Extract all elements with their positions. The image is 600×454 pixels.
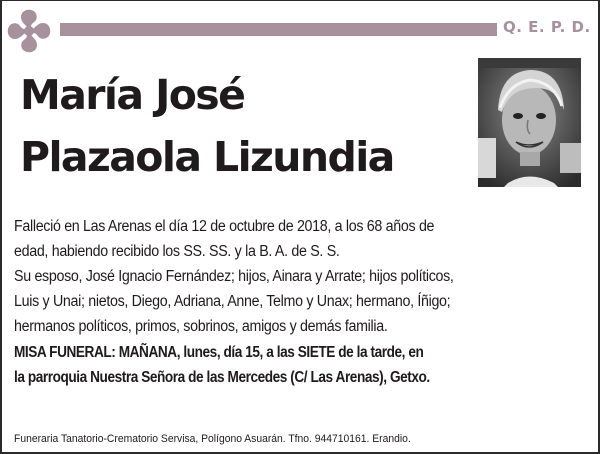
text-line: Falleció en Las Arenas el día 12 de octubre de 2018, a los 68 años de xyxy=(14,218,435,235)
text-line: edad, habiendo recibido los SS. SS. y la B. A. de S. S. xyxy=(14,243,340,260)
family-paragraph xyxy=(14,264,454,339)
header-bar xyxy=(60,23,497,36)
funeral-home-footer: Funeraria Tanatorio-Crematorio Servisa, Polígono Asuarán. Tfno. 944710161. Erandio. xyxy=(14,433,411,445)
text-line: la parroquia Nuestra Señora de las Mercedes (C/ Las Arenas), Getxo. xyxy=(14,369,430,386)
funeral-mass-paragraph xyxy=(14,340,430,390)
lauburu-icon xyxy=(6,8,52,54)
text-line: Su esposo, José Ignacio Fernández; hijos, Ainara y Arrate; hijos políticos, xyxy=(14,268,454,285)
deceased-surname: Plazaola Lizundia xyxy=(20,133,394,181)
deceased-photo xyxy=(478,58,581,187)
deceased-first-name: María José xyxy=(20,71,245,119)
text-line: MISA FUNERAL: MAÑANA, lunes, día 15, a las SIETE de la tarde, en xyxy=(14,344,424,361)
text-line: hermanos políticos, primos, sobrinos, amigos y demás familia. xyxy=(14,318,388,335)
qepd-label: Q. E. P. D. xyxy=(503,18,591,36)
death-notice-paragraph xyxy=(14,214,434,264)
text-line: Luis y Unai; nietos, Diego, Adriana, Anne, Telmo y Unax; hermano, Íñigo; xyxy=(14,293,451,310)
